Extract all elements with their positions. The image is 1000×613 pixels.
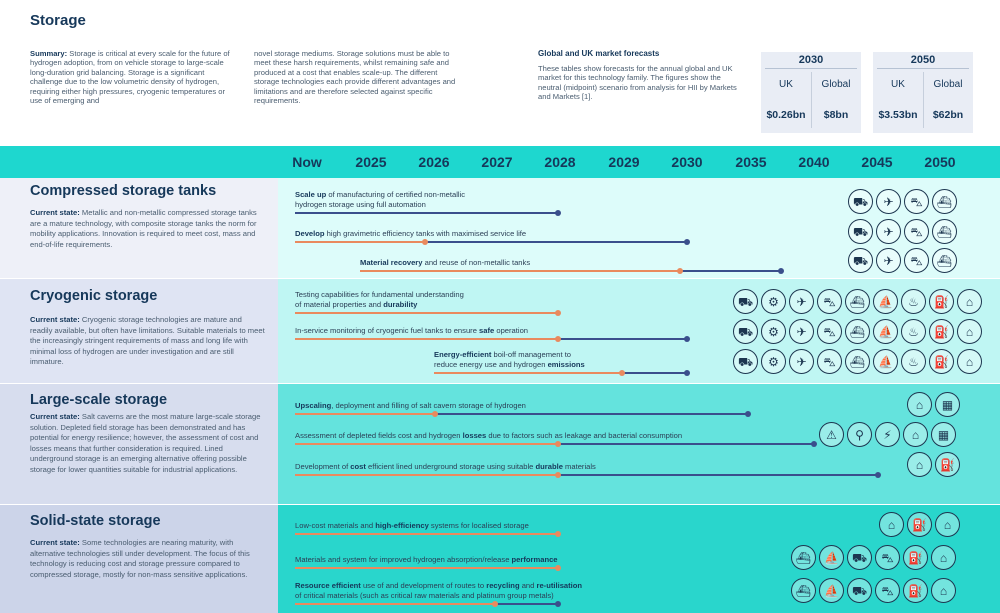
milestone-dot [778, 268, 784, 274]
track-label: Testing capabilities for fundamental understanding of material properties and durability [295, 290, 464, 309]
application-icons [907, 392, 960, 417]
uk-value: $0.26bn [766, 109, 806, 121]
section-solid-state-info [0, 505, 278, 613]
factory-icon: ⌂ [907, 452, 932, 477]
page-title: Storage [30, 12, 86, 29]
application-icons [791, 545, 956, 570]
milestone-dot [684, 370, 690, 376]
forecast-text: These tables show forecasts for the annual global and UK market for this technology family. The figures show the neutral (midpoint) scenario from analysis for HII by Markets and Markets [1]. [538, 64, 737, 102]
truck-icon: ⛟ [733, 319, 758, 344]
ship-icon: ⛵ [819, 578, 844, 603]
track-label: Low-cost materials and high-efficiency systems for localised storage [295, 520, 529, 530]
bus-icon: ⛍ [875, 545, 900, 570]
section-compressed-info [0, 178, 278, 278]
tractor-icon: ⚙ [761, 349, 786, 374]
track-label: Scale up of manufacturing of certified non-metallic hydrogen storage using full automation [295, 190, 466, 209]
year-2040: 2040 [798, 154, 830, 170]
milestone-dot [555, 472, 561, 478]
milestone-dot [432, 411, 438, 417]
bus-icon: ⛍ [904, 248, 929, 273]
milestone-dot [492, 601, 498, 607]
section-description: Current state: Some technologies are nearing maturity, with alternative technologies still under development. The focus of this technology is reducing cost and storage pressure compared to compressed storage, mostly for non-mass sensitive applications. [30, 538, 250, 579]
refinery-icon: ⛽ [903, 545, 928, 570]
cylinder-icon: ⛽ [929, 349, 954, 374]
plane-icon: ✈ [876, 248, 901, 273]
year-2035: 2035 [735, 154, 767, 170]
tank-icon: ⌂ [935, 512, 960, 537]
tractor-icon: ⚙ [761, 319, 786, 344]
milestone-dot [684, 239, 690, 245]
section-cryogenic-timeline [278, 279, 1000, 383]
year-2030: 2030 [671, 154, 703, 170]
cylinder-icon: ⛽ [907, 512, 932, 537]
application-icons [848, 219, 957, 244]
track-label: Development of cost efficient lined underground storage using suitable durable materials [295, 461, 596, 471]
milestone-dot [619, 370, 625, 376]
tractor-icon: ⚙ [761, 289, 786, 314]
boat-icon: ⛴ [791, 545, 816, 570]
track-label: Develop high gravimetric efficiency tanks with maximised service life [295, 228, 527, 238]
flame-icon: ♨ [901, 349, 926, 374]
application-icons [907, 452, 960, 477]
bus-icon: ⛍ [904, 219, 929, 244]
summary-label: Summary: [30, 49, 68, 58]
year-now: Now [292, 154, 322, 170]
truck-icon: ⛟ [733, 349, 758, 374]
track-label: Materials and system for improved hydrogen absorption/release performance [295, 554, 558, 564]
forecast-table-2030 [761, 52, 861, 133]
milestone-dot [811, 441, 817, 447]
summary-column-1 [30, 49, 235, 105]
plane-icon: ✈ [789, 349, 814, 374]
milestone-dot [555, 441, 561, 447]
car-icon: ⛟ [848, 248, 873, 273]
uk-label: UK [779, 79, 793, 90]
section-description: Current state: Metallic and non-metallic compressed storage tanks are a mature technology, with composite storage tanks the norm for mobility applications. Innovation is required to meet cost, mass and end-of-life requirements. [30, 208, 257, 249]
plane-icon: ✈ [876, 189, 901, 214]
refinery-icon: ⛽ [903, 578, 928, 603]
forecast-table-2050 [873, 52, 973, 133]
uk-value: $3.53bn [878, 109, 918, 121]
track-label: Energy-efficient boil-off management to reduce energy use and hydrogen emissions [434, 350, 585, 369]
application-icons [733, 289, 982, 314]
track-label: Upscaling, deployment and filling of salt cavern storage of hydrogen [295, 400, 526, 410]
section-description: Current state: Cryogenic storage technologies are mature and readily available, but often have limitations. Suitable materials to meet the increasingly stringent requirements of mass and long life with minimal loss of hydrogen are under investigation and are still immature. [30, 315, 265, 366]
cylinder-icon: ⌂ [931, 578, 956, 603]
ferry-icon: ⛵ [873, 319, 898, 344]
year-2050: 2050 [924, 154, 956, 170]
summary-text-1: Storage is critical at every scale for the future of hydrogen adoption, from on vehicle storage to large-scale long-duration grid balancing. Storage is a significant challenge due to the low volumetric density of hydrogen, requiring either high pressures, cryogenic temperatures or use of emerging and [30, 49, 230, 106]
section-large-scale-info [0, 384, 278, 504]
summary-column-2: novel storage mediums. Storage solutions must be able to meet these harsh requirements, whilst remaining safe and produced at a cost that enables scale-up. The different storage technologies each provide different advantages and limitations and are therefore selected against specific requirements. [254, 49, 456, 106]
cylinder-icon: ⛽ [929, 289, 954, 314]
flame-icon: ♨ [901, 289, 926, 314]
milestone-dot [745, 411, 751, 417]
ship-icon: ⛴ [845, 289, 870, 314]
global-value: $8bn [823, 109, 849, 121]
plane-icon: ✈ [789, 319, 814, 344]
section-title: Cryogenic storage [30, 288, 158, 304]
tank-icon: ⌂ [957, 349, 982, 374]
grid-icon: ▦ [935, 392, 960, 417]
year-2025: 2025 [355, 154, 387, 170]
bus-icon: ⛍ [817, 319, 842, 344]
application-icons [848, 189, 957, 214]
car-icon: ⛟ [848, 219, 873, 244]
tank-icon: ⌂ [957, 319, 982, 344]
uk-label: UK [891, 79, 905, 90]
forecast-year: 2050 [910, 54, 936, 66]
high-voltage-icon: ⚠ [819, 422, 844, 447]
cylinder-icon: ⌂ [931, 545, 956, 570]
milestone-dot [555, 310, 561, 316]
section-compressed-timeline [278, 178, 1000, 278]
track-label: Resource efficient use of and development of routes to recycling and re-utilisation of critical materials (such as critical raw materials and platinum group metals) [295, 581, 583, 600]
section-title: Solid-state storage [30, 513, 161, 529]
truck-icon: ⛟ [733, 289, 758, 314]
application-icons [819, 422, 956, 447]
application-icons [791, 578, 956, 603]
year-2045: 2045 [861, 154, 893, 170]
application-icons [879, 512, 960, 537]
section-description: Current state: Salt caverns are the most mature large-scale storage solution. Depleted field storage has been demonstrated and has potential for energy resilience; however, the assessment of cost and losses means that further consideration is required. Lined underground storage is an emerging alternative offering possible storage for lower quantities suitable for industrial applications. [30, 412, 261, 474]
train-icon: ⛟ [847, 545, 872, 570]
section-cryogenic-info [0, 279, 278, 383]
global-label: Global [933, 79, 963, 90]
milestone-dot [684, 336, 690, 342]
power-plant-icon: ⚡ [875, 422, 900, 447]
section-title: Compressed storage tanks [30, 183, 217, 199]
year-2029: 2029 [608, 154, 640, 170]
timeline-header [0, 146, 1000, 178]
wind-turbine-icon: ⚲ [847, 422, 872, 447]
bus-icon: ⛍ [817, 289, 842, 314]
forecast-year: 2030 [798, 54, 824, 66]
ferry-icon: ⛵ [873, 349, 898, 374]
milestone-dot [555, 565, 561, 571]
track-label: In-service monitoring of cryogenic fuel tanks to ensure safe operation [295, 325, 529, 335]
milestone-dot [422, 239, 428, 245]
bus-icon: ⛍ [904, 189, 929, 214]
section-solid-state-timeline [278, 505, 1000, 613]
plane-icon: ✈ [789, 289, 814, 314]
application-icons [733, 319, 982, 344]
ferry-icon: ⛵ [873, 289, 898, 314]
ship-icon: ⛴ [932, 189, 957, 214]
bus-icon: ⛍ [817, 349, 842, 374]
train-icon: ⛟ [847, 578, 872, 603]
ship-icon: ⛴ [932, 248, 957, 273]
cylinder-icon: ⛽ [929, 319, 954, 344]
section-title: Large-scale storage [30, 392, 168, 408]
track-label: Material recovery and reuse of non-metallic tanks [360, 257, 531, 267]
milestone-dot [875, 472, 881, 478]
milestone-dot [555, 210, 561, 216]
forecast-title: Global and UK market forecasts [538, 49, 660, 58]
plane-icon: ✈ [876, 219, 901, 244]
milestone-dot [677, 268, 683, 274]
factory-icon: ⌂ [879, 512, 904, 537]
milestone-dot [555, 336, 561, 342]
global-label: Global [821, 79, 851, 90]
ship-icon: ⛴ [932, 219, 957, 244]
refinery-icon: ⛽ [935, 452, 960, 477]
ship-icon: ⛴ [845, 319, 870, 344]
factory-icon: ⌂ [903, 422, 928, 447]
tank-icon: ⌂ [957, 289, 982, 314]
application-icons [733, 349, 982, 374]
flame-icon: ♨ [901, 319, 926, 344]
bus-icon: ⛍ [875, 578, 900, 603]
year-2027: 2027 [481, 154, 513, 170]
ship-icon: ⛵ [819, 545, 844, 570]
ship-icon: ⛴ [845, 349, 870, 374]
milestone-dot [555, 531, 561, 537]
global-value: $62bn [932, 109, 964, 121]
year-2028: 2028 [544, 154, 576, 170]
boat-icon: ⛴ [791, 578, 816, 603]
year-2026: 2026 [418, 154, 450, 170]
factory-icon: ⌂ [907, 392, 932, 417]
milestone-dot [555, 601, 561, 607]
track-label: Assessment of depleted fields cost and hydrogen losses due to factors such as leakage and bacterial consumption [295, 430, 683, 440]
application-icons [848, 248, 957, 273]
car-icon: ⛟ [848, 189, 873, 214]
section-large-scale-timeline [278, 384, 1000, 504]
grid-icon: ▦ [931, 422, 956, 447]
